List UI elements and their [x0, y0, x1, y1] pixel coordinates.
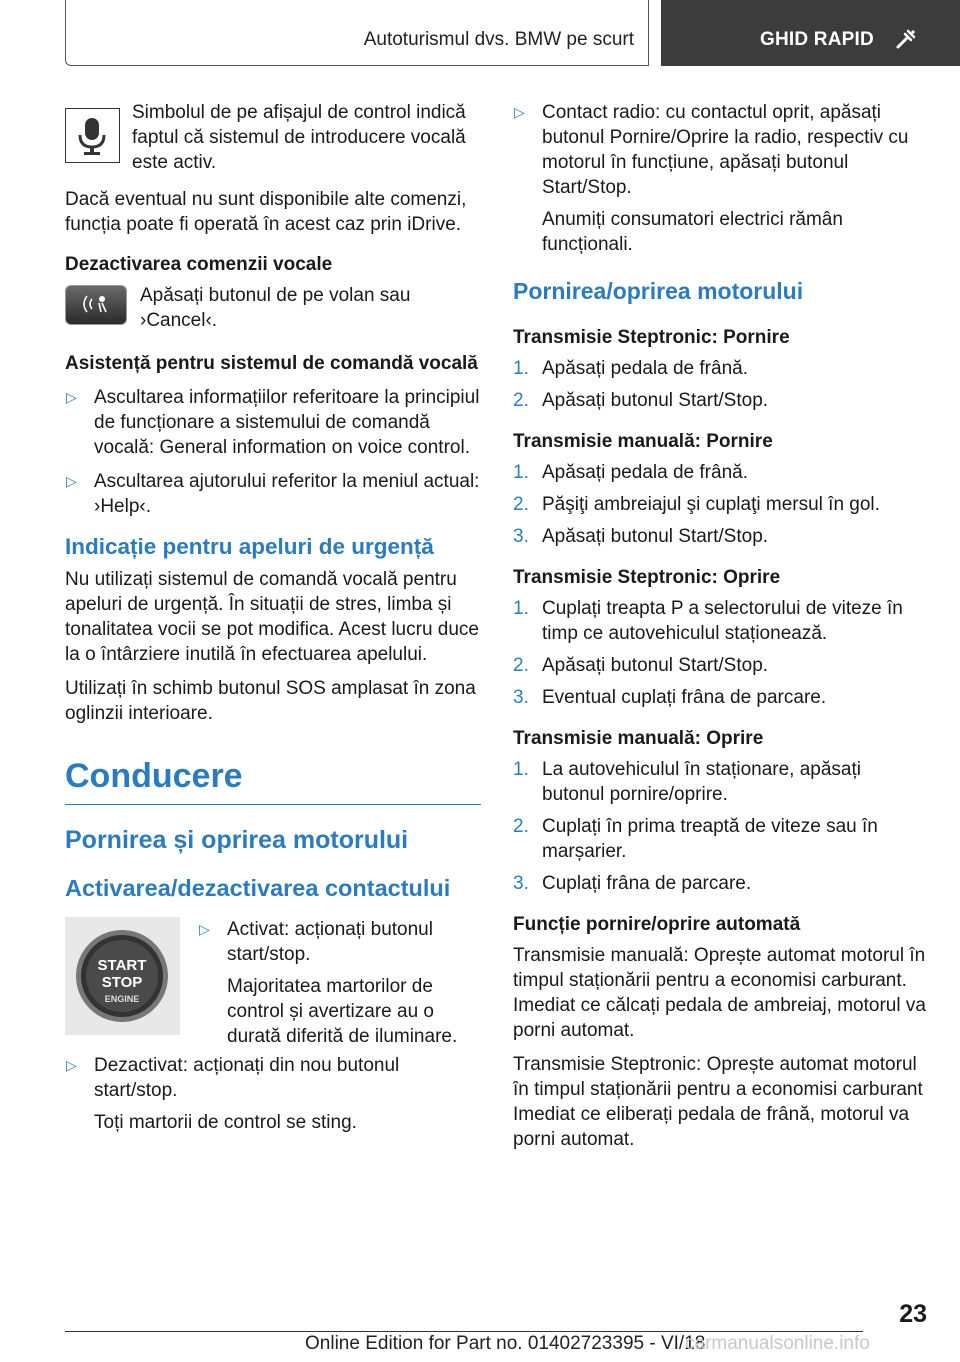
steering-voice-button-icon: [65, 285, 127, 325]
ignition-heading: Activarea/dezactivarea contactului: [65, 875, 451, 901]
triangle-bullet-icon: ▷: [66, 473, 77, 489]
start-stop-engine-heading: Pornirea/oprirea motorului: [513, 278, 804, 304]
step: 3. Cuplați frâna de parcare.: [513, 873, 752, 894]
left-column: [65, 100, 481, 1144]
microphone-icon: [65, 108, 120, 163]
header-title: Autoturismul dvs. BMW pe scurt: [363, 29, 634, 50]
quick-guide-icon: [895, 28, 917, 50]
triangle-bullet-icon: ▷: [514, 104, 525, 120]
deactivate-voice-text: Apăsați butonul de pe volan sau ›Cancel‹.: [140, 285, 411, 331]
ignition-on-item: ▷ Activat: acționați butonul start/stop. Majoritatea martorilor de control și avertizare au o durată diferită de iluminare.: [198, 917, 481, 1049]
step: 2. Cuplați în prima treaptă de viteze sau în marșarier.: [513, 816, 878, 862]
auto-manual-text: Transmisie manuală: Oprește automat motorul în timpul staționării pentru a economisi carburant. Imediat ce călcați pedala de ambreiaj, motorul va porni automat.: [513, 945, 926, 1041]
voice-symbol-row: [65, 100, 481, 175]
start-stop-button-image: [65, 917, 180, 1035]
footer-divider: [65, 1331, 863, 1332]
deactivate-voice-heading: Dezactivarea comenzii vocale: [65, 254, 333, 275]
idrive-text: Dacă eventual nu sunt disponibile alte comenzi, funcția poate fi operată în acest caz prin iDrive.: [65, 189, 467, 235]
group-title: Transmisie Steptronic: Oprire: [513, 567, 781, 588]
ignition-off-item: ▷ Dezactivat: acționați din nou butonul start/stop. Toți martorii de control se sting.: [65, 1053, 481, 1135]
group-manual-stop: [513, 726, 928, 896]
urgent-heading: Indicație pentru apeluri de urgență: [65, 534, 434, 559]
header-tag-box: [661, 0, 960, 66]
urgent-text-2: Utilizați în schimb butonul SOS amplasat în zona oglinzii interioare.: [65, 678, 476, 724]
conducere-heading: Conducere: [65, 756, 481, 805]
engine-label: ENGINE: [104, 994, 140, 1004]
assist-item-2: ▷ Ascultarea ajutorului referitor la meniul actual: ›Help‹.: [66, 471, 480, 517]
step: 2. Apăsați butonul Start/Stop.: [513, 390, 769, 411]
stop-label: STOP: [101, 974, 143, 991]
ignition-row: [65, 917, 481, 1049]
voice-symbol-text: Simbolul de pe afișajul de control indică faptul că sistemul de introducere vocală este activ.: [132, 102, 466, 173]
urgent-text-1: Nu utilizați sistemul de comandă vocală pentru apeluri de urgență. În situații de stres, limba și tonalitatea vocii se pot modifica. Acest lucru duce la o întârziere inutilă în efectuarea apelului.: [65, 569, 480, 665]
engine-start-stop-heading: Pornirea și oprirea motorului: [65, 826, 409, 854]
group-title: Transmisie Steptronic: Pornire: [513, 327, 790, 348]
ignition-on-sub: Majoritatea martorilor de control și avertizare au o durată diferită de iluminare.: [227, 976, 458, 1047]
step: 1. Apăsați pedala de frână.: [513, 358, 748, 379]
header-title-box: [65, 0, 649, 66]
step: 1. La autovehiculul în staționare, apăsați butonul pornire/oprire.: [513, 759, 861, 805]
triangle-bullet-icon: ▷: [66, 389, 77, 405]
triangle-bullet-icon: ▷: [199, 921, 210, 937]
ignition-off-sub: Toți martorii de control se sting.: [94, 1112, 357, 1133]
watermark: carmanualsonline.info: [685, 1333, 870, 1354]
header-tag: GHID RAPID: [760, 29, 874, 50]
step: 1. Apăsați pedala de frână.: [513, 462, 748, 483]
group-title: Transmisie manuală: Pornire: [513, 431, 773, 452]
group-manual-start: [513, 429, 928, 549]
right-column: [513, 100, 928, 1161]
step: 1. Cuplați treapta P a selectorului de viteze în timp ce autovehiculul staționează.: [513, 598, 903, 644]
group-steptronic-stop: [513, 565, 928, 710]
footer-edition: Online Edition for Part no. 01402723395 - VI/18: [305, 1333, 706, 1354]
start-label: START: [97, 957, 147, 974]
auto-start-stop-heading: Funcție pornire/oprire automată: [513, 914, 801, 935]
radio-item: ▷ Contact radio: cu contactul oprit, apăsați butonul Pornire/Oprire la radio, respectiv cu motorul în funcțiune, apăsați butonul Start/Stop. Anumiți consumatori electrici rămân funcționali.: [513, 100, 928, 257]
assist-item-1: ▷ Ascultarea informațiilor referitoare la principiul de funcționare a sistemului de comandă vocală: General information on voice control.: [66, 387, 480, 458]
triangle-bullet-icon: ▷: [66, 1057, 77, 1073]
step: 2. Păşiţi ambreiajul şi cuplaţi mersul în gol.: [513, 494, 880, 515]
page-number: 23: [899, 1300, 927, 1328]
step: 3. Apăsați butonul Start/Stop.: [513, 526, 769, 547]
radio-sub: Anumiți consumatori electrici rămân funcționali.: [542, 209, 843, 255]
assist-heading: Asistență pentru sistemul de comandă vocală: [65, 353, 478, 374]
group-title: Transmisie manuală: Oprire: [513, 728, 764, 749]
group-steptronic-start: [513, 325, 928, 413]
step: 3. Eventual cuplați frâna de parcare.: [513, 687, 827, 708]
auto-steptronic-text: Transmisie Steptronic: Oprește automat motorul în timpul staționării pentru a economisi carburant Imediat ce eliberați pedala de frână, motorul va porni automat.: [513, 1054, 923, 1150]
step: 2. Apăsați butonul Start/Stop.: [513, 655, 769, 676]
deactivate-voice-row: [65, 283, 481, 333]
